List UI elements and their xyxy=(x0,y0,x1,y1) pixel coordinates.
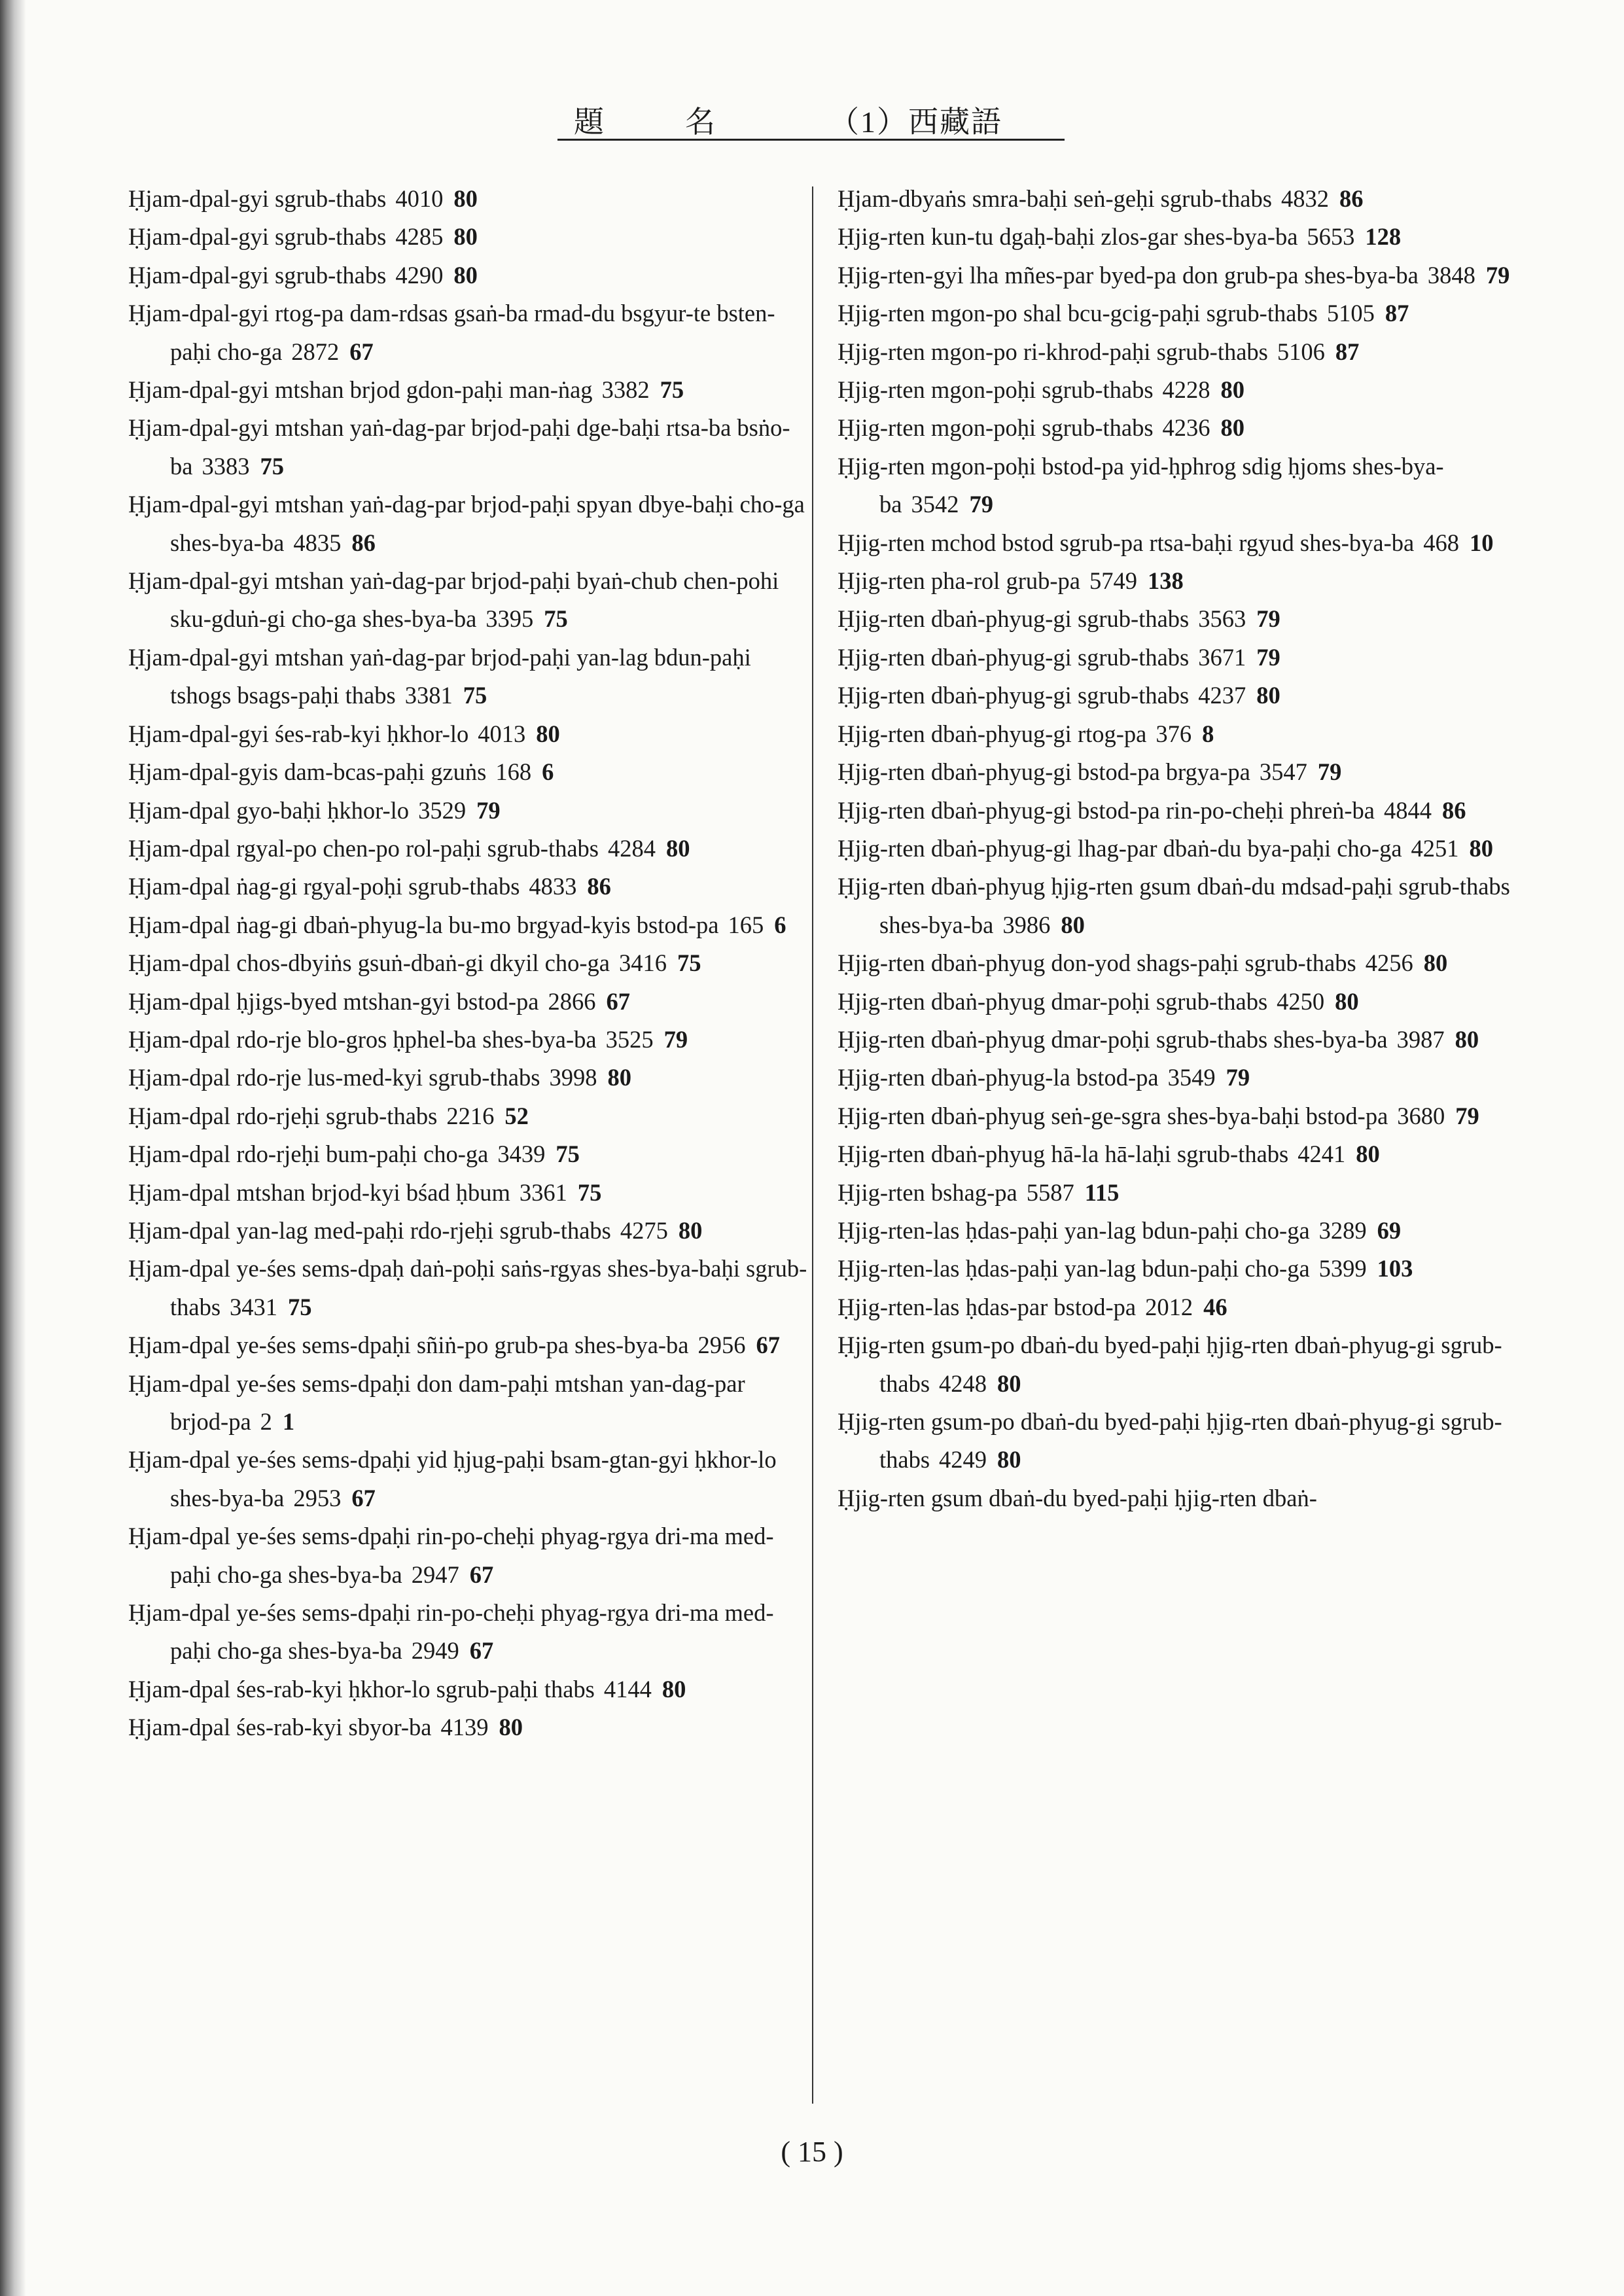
index-entry xyxy=(838,256,1518,294)
entry-volume: 79 xyxy=(1455,1102,1479,1129)
entry-volume: 80 xyxy=(499,1714,523,1741)
entry-title: Ḥjam-dpal-gyi rtog-pa dam-rdsas gsaṅ-ba rmad-du bsgyur-te bsten-paḥi cho-ga xyxy=(128,300,775,365)
index-entry xyxy=(128,830,809,868)
entry-title: Ḥjig-rten gsum-po dbaṅ-du byed-paḥi ḥjig-rten dbaṅ-phyug-gi sgrub-thabs xyxy=(838,1332,1502,1397)
index-entry xyxy=(838,1174,1518,1212)
entry-volume: 80 xyxy=(1220,414,1245,442)
entry-volume: 128 xyxy=(1365,223,1402,251)
entry-number: 4250 xyxy=(1277,987,1325,1015)
entry-title: Ḥjam-dpal ṅag-gi rgyal-poḥi sgrub-thabs xyxy=(128,873,520,900)
index-entry xyxy=(128,1670,809,1708)
entry-title: Ḥjam-dpal-gyi sgrub-thabs xyxy=(128,261,387,289)
entry-title: Ḥjig-rten mgon-po ri-khrod-paḥi sgrub-thabs xyxy=(838,338,1268,365)
entry-number: 3563 xyxy=(1198,605,1246,633)
entry-title: Ḥjam-dpal-gyi sgrub-thabs xyxy=(128,223,387,251)
entry-title: Ḥjam-dpal rdo-rje blo-gros ḥphel-ba shes-bya-ba xyxy=(128,1025,597,1053)
index-entry xyxy=(128,1517,809,1594)
entry-title: Ḥjam-dpal ṅag-gi dbaṅ-phyug-la bu-mo brgyad-kyis bstod-pa xyxy=(128,911,719,938)
index-entry xyxy=(838,983,1518,1021)
entry-volume: 87 xyxy=(1385,300,1409,327)
entry-number: 4249 xyxy=(939,1446,987,1474)
entry-volume: 8 xyxy=(1202,720,1214,747)
index-entry xyxy=(838,409,1518,447)
index-entry xyxy=(838,830,1518,868)
entry-number: 4237 xyxy=(1198,682,1246,709)
index-entry xyxy=(128,1708,809,1746)
entry-volume: 80 xyxy=(1061,911,1085,938)
index-entry xyxy=(128,1441,809,1517)
index-entry xyxy=(128,944,809,982)
entry-number: 3671 xyxy=(1198,643,1246,671)
entry-volume: 80 xyxy=(453,185,478,212)
entry-title: Ḥjig-rten dbaṅ-phyug-gi sgrub-thabs xyxy=(838,682,1190,709)
entry-title: Ḥjam-dpal yan-lag med-paḥi rdo-rjeḥi sgrub-thabs xyxy=(128,1216,611,1244)
index-entry xyxy=(128,486,809,562)
entry-volume: 80 xyxy=(997,1446,1021,1474)
entry-number: 5653 xyxy=(1307,223,1355,251)
entry-volume: 79 xyxy=(1317,758,1342,786)
entry-title: Ḥjam-dpal rdo-rjeḥi sgrub-thabs xyxy=(128,1102,438,1129)
entry-number: 5105 xyxy=(1326,300,1375,327)
entry-title: Ḥjam-dpal ye-śes sems-dpaḥi yid ḥjug-paḥi bsam-gtan-gyi ḥkhor-lo shes-bya-ba xyxy=(128,1446,777,1511)
entry-volume: 80 xyxy=(536,720,560,747)
index-entry xyxy=(838,524,1518,562)
entry-volume: 1 xyxy=(282,1408,295,1435)
entry-number: 3416 xyxy=(618,949,667,977)
entry-volume: 80 xyxy=(453,261,478,289)
entry-number: 4139 xyxy=(440,1714,489,1741)
entry-title: Ḥjam-dpal ye-śes sems-dpaḥ daṅ-poḥi saṅs-rgyas shes-bya-baḥi sgrub-thabs xyxy=(128,1255,807,1320)
entry-volume: 80 xyxy=(666,834,690,862)
entry-number: 2 xyxy=(260,1408,272,1435)
index-entry xyxy=(128,371,809,409)
entry-volume: 46 xyxy=(1203,1293,1227,1320)
index-entry xyxy=(128,792,809,830)
index-entry xyxy=(128,218,809,256)
entry-title: Ḥjig-rten-las ḥdas-paḥi yan-lag bdun-paḥi cho-ga xyxy=(838,1216,1310,1244)
entry-number: 3848 xyxy=(1427,261,1475,289)
entry-number: 4010 xyxy=(395,185,444,212)
entry-volume: 87 xyxy=(1335,338,1360,365)
page-number: ( 15 ) xyxy=(781,2136,843,2168)
entry-title: Ḥjig-rten dbaṅ-phyug dmar-poḥi sgrub-thabs shes-bya-ba xyxy=(838,1025,1388,1053)
entry-number: 4241 xyxy=(1297,1140,1346,1168)
entry-number: 468 xyxy=(1423,529,1459,556)
entry-number: 5749 xyxy=(1089,567,1137,595)
entry-title: Ḥjam-dpal rdo-rje lus-med-kyi sgrub-thabs xyxy=(128,1064,540,1091)
entry-title: Ḥjig-rten dbaṅ-phyug dmar-poḥi sgrub-thabs xyxy=(838,987,1268,1015)
index-entry xyxy=(128,562,809,639)
index-column-right xyxy=(838,180,1518,1517)
entry-title: Ḥjam-dpal-gyi mtshan yaṅ-dag-par brjod-paḥi dge-baḥi rtsa-ba bsṅo-ba xyxy=(128,414,790,480)
index-entry xyxy=(128,1365,809,1441)
index-entry xyxy=(128,906,809,944)
entry-volume: 79 xyxy=(1226,1064,1250,1091)
entry-number: 3986 xyxy=(1002,911,1051,938)
entry-number: 4013 xyxy=(478,720,526,747)
entry-number: 2866 xyxy=(548,987,596,1015)
entry-title: Ḥjig-rten dbaṅ-phyug-gi bstod-pa rin-po-cheḥi phreṅ-ba xyxy=(838,796,1375,824)
entry-number: 4844 xyxy=(1384,796,1432,824)
index-entry xyxy=(838,448,1518,524)
entry-volume: 79 xyxy=(663,1025,688,1053)
entry-volume: 79 xyxy=(969,491,993,518)
index-entry xyxy=(838,1135,1518,1173)
header-title-left: 題 xyxy=(574,105,605,139)
entry-title: Ḥjig-rten dbaṅ-phyug-gi sgrub-thabs xyxy=(838,643,1190,671)
index-entry xyxy=(838,294,1518,332)
entry-title: Ḥjig-rten dbaṅ-phyug ḥjig-rten gsum dbaṅ-du mdsad-paḥi sgrub-thabs shes-bya-ba xyxy=(838,873,1510,938)
entry-volume: 86 xyxy=(1442,796,1466,824)
entry-volume: 79 xyxy=(1256,643,1280,671)
entry-number: 4835 xyxy=(293,529,342,556)
entry-title: Ḥjam-dpal-gyi śes-rab-kyi ḥkhor-lo xyxy=(128,720,469,747)
entry-title: Ḥjig-rten dbaṅ-phyug seṅ-ge-sgra shes-bya-baḥi bstod-pa xyxy=(838,1102,1388,1129)
page-header xyxy=(557,98,1065,141)
entry-title: Ḥjig-rten dbaṅ-phyug don-yod shags-paḥi sgrub-thabs xyxy=(838,949,1356,977)
entry-volume: 75 xyxy=(577,1178,602,1206)
entry-volume: 80 xyxy=(997,1369,1021,1397)
entry-number: 5399 xyxy=(1318,1255,1367,1282)
entry-volume: 86 xyxy=(587,873,611,900)
entry-title: Ḥjam-dpal ḥjigs-byed mtshan-gyi bstod-pa xyxy=(128,987,539,1015)
entry-volume: 6 xyxy=(774,911,786,938)
entry-title: Ḥjam-dpal-gyi mtshan brjod gdon-paḥi man-ṅag xyxy=(128,376,593,404)
entry-number: 3289 xyxy=(1318,1216,1367,1244)
entry-volume: 67 xyxy=(469,1637,494,1665)
index-entry xyxy=(838,677,1518,715)
entry-volume: 79 xyxy=(1485,261,1510,289)
index-entry xyxy=(838,944,1518,982)
entry-number: 3382 xyxy=(601,376,650,404)
entry-number: 2949 xyxy=(411,1637,459,1665)
index-entry xyxy=(128,294,809,371)
entry-volume: 138 xyxy=(1147,567,1184,595)
entry-title: Ḥjam-dbyaṅs smra-baḥi seṅ-geḥi sgrub-thabs xyxy=(838,185,1272,212)
entry-volume: 75 xyxy=(677,949,701,977)
index-entry xyxy=(838,1212,1518,1250)
entry-number: 4833 xyxy=(529,873,577,900)
entry-volume: 80 xyxy=(1356,1140,1380,1168)
entry-title: Ḥjig-rten dbaṅ-phyug-gi lhag-par dbaṅ-du bya-paḥi cho-ga xyxy=(838,834,1402,862)
index-entry xyxy=(838,1250,1518,1288)
entry-title: Ḥjig-rten mgon-po shal bcu-gcig-paḥi sgrub-thabs xyxy=(838,300,1318,327)
index-entry xyxy=(838,1097,1518,1135)
entry-volume: 10 xyxy=(1469,529,1494,556)
entry-title: Ḥjig-rten mchod bstod sgrub-pa rtsa-baḥi rgyud shes-bya-ba xyxy=(838,529,1415,556)
entry-volume: 75 xyxy=(544,605,568,633)
entry-volume: 79 xyxy=(1256,605,1280,633)
entry-title: Ḥjam-dpal rgyal-po chen-po rol-paḥi sgrub-thabs xyxy=(128,834,599,862)
entry-title: Ḥjig-rten-gyi lha mñes-par byed-pa don grub-pa shes-bya-ba xyxy=(838,261,1419,289)
entry-number: 3547 xyxy=(1259,758,1307,786)
index-entry xyxy=(838,218,1518,256)
entry-number: 4236 xyxy=(1162,414,1210,442)
entry-number: 3383 xyxy=(202,452,250,480)
entry-number: 3381 xyxy=(404,682,453,709)
entry-number: 4228 xyxy=(1162,376,1210,404)
entry-volume: 80 xyxy=(1335,987,1359,1015)
index-entry xyxy=(128,1021,809,1059)
entry-volume: 67 xyxy=(351,1484,376,1511)
entry-title: Ḥjam-dpal rdo-rjeḥi bum-paḥi cho-ga xyxy=(128,1140,489,1168)
entry-volume: 86 xyxy=(1339,185,1364,212)
entry-number: 4832 xyxy=(1280,185,1329,212)
entry-number: 2947 xyxy=(411,1561,459,1588)
entry-number: 165 xyxy=(728,911,764,938)
entry-number: 4285 xyxy=(395,223,444,251)
entry-title: Ḥjig-rten dbaṅ-phyug-la bstod-pa xyxy=(838,1064,1159,1091)
entry-number: 4256 xyxy=(1365,949,1413,977)
header-section: （1）西藏語 xyxy=(829,105,1002,139)
entry-volume: 80 xyxy=(1455,1025,1479,1053)
index-entry xyxy=(128,1174,809,1212)
entry-number: 4248 xyxy=(939,1369,987,1397)
index-entry xyxy=(838,639,1518,677)
entry-number: 2216 xyxy=(446,1102,495,1129)
entry-volume: 52 xyxy=(504,1102,529,1129)
index-entry xyxy=(838,868,1518,944)
entry-title: Ḥjam-dpal ye-śes sems-dpaḥi sñiṅ-po grub-pa shes-bya-ba xyxy=(128,1332,689,1359)
entry-number: 4290 xyxy=(395,261,444,289)
entry-title: Ḥjam-dpal gyo-baḥi ḥkhor-lo xyxy=(128,796,410,824)
index-entry xyxy=(838,600,1518,638)
index-entry xyxy=(128,180,809,218)
entry-volume: 115 xyxy=(1084,1178,1120,1206)
entry-title: Ḥjig-rten kun-tu dgaḥ-baḥi zlos-gar shes-bya-ba xyxy=(838,223,1298,251)
index-entry xyxy=(128,1250,809,1326)
column-divider xyxy=(812,186,813,2104)
entry-number: 3525 xyxy=(605,1025,654,1053)
entry-volume: 80 xyxy=(1423,949,1448,977)
entry-volume: 80 xyxy=(662,1675,686,1703)
entry-number: 3542 xyxy=(911,491,959,518)
entry-title: Ḥjig-rten mgon-poḥi bstod-pa yid-ḥphrog sdig ḥjoms shes-bya-ba xyxy=(838,452,1444,518)
entry-number: 2953 xyxy=(293,1484,342,1511)
index-entry xyxy=(128,409,809,486)
index-entry xyxy=(838,1479,1518,1517)
entry-title: Ḥjig-rten gsum dbaṅ-du byed-paḥi ḥjig-rten dbaṅ- xyxy=(838,1484,1317,1511)
entry-title: Ḥjig-rten pha-rol grub-pa xyxy=(838,567,1080,595)
entry-number: 4284 xyxy=(608,834,656,862)
entry-title: Ḥjig-rten-las ḥdas-paḥi yan-lag bdun-paḥi cho-ga xyxy=(838,1255,1310,1282)
entry-title: Ḥjam-dpal ye-śes sems-dpaḥi rin-po-cheḥi phyag-rgya dri-ma med-paḥi cho-ga shes-bya-ba xyxy=(128,1523,774,1588)
entry-number: 2872 xyxy=(291,338,340,365)
index-entry xyxy=(128,1059,809,1097)
entry-number: 3431 xyxy=(230,1293,278,1320)
index-entry xyxy=(838,562,1518,600)
index-entry xyxy=(128,1097,809,1135)
entry-volume: 80 xyxy=(1220,376,1245,404)
entry-title: Ḥjam-dpal-gyis dam-bcas-paḥi gzuṅs xyxy=(128,758,487,786)
entry-number: 3549 xyxy=(1167,1064,1216,1091)
entry-volume: 80 xyxy=(453,223,478,251)
entry-volume: 103 xyxy=(1377,1255,1413,1282)
entry-number: 3361 xyxy=(519,1178,567,1206)
entry-volume: 80 xyxy=(607,1064,631,1091)
entry-volume: 67 xyxy=(349,338,374,365)
entry-volume: 75 xyxy=(260,452,284,480)
entry-title: Ḥjam-dpal-gyi mtshan yaṅ-dag-par brjod-paḥi yan-lag bdun-paḥi tshogs bsags-paḥi thabs xyxy=(128,643,751,709)
entry-number: 3998 xyxy=(549,1064,597,1091)
entry-volume: 6 xyxy=(542,758,554,786)
index-entry xyxy=(838,792,1518,830)
entry-number: 3680 xyxy=(1397,1102,1445,1129)
entry-number: 3529 xyxy=(418,796,467,824)
entry-title: Ḥjam-dpal ye-śes sems-dpaḥi rin-po-cheḥi phyag-rgya dri-ma med-paḥi cho-ga shes-bya-ba xyxy=(128,1599,774,1665)
entry-number: 2012 xyxy=(1145,1293,1193,1320)
entry-volume: 67 xyxy=(606,987,630,1015)
header-title-middle: 名 xyxy=(685,105,716,139)
index-entry xyxy=(128,1326,809,1364)
entry-volume: 69 xyxy=(1377,1216,1402,1244)
entry-volume: 67 xyxy=(756,1332,781,1359)
entry-title: Ḥjam-dpal śes-rab-kyi sbyor-ba xyxy=(128,1714,432,1741)
index-entry xyxy=(838,1021,1518,1059)
entry-title: Ḥjig-rten mgon-poḥi sgrub-thabs xyxy=(838,376,1154,404)
entry-number: 3439 xyxy=(497,1140,546,1168)
entry-title: Ḥjam-dpal mtshan brjod-kyi bśad ḥbum xyxy=(128,1178,510,1206)
index-column-left xyxy=(128,180,809,1747)
entry-title: Ḥjig-rten dbaṅ-phyug hā-la hā-laḥi sgrub-thabs xyxy=(838,1140,1289,1168)
index-entry xyxy=(128,256,809,294)
entry-title: Ḥjig-rten bshag-pa xyxy=(838,1178,1017,1206)
entry-number: 4251 xyxy=(1411,834,1459,862)
index-entry xyxy=(128,715,809,753)
entry-volume: 75 xyxy=(660,376,684,404)
entry-title: Ḥjam-dpal chos-dbyiṅs gsuṅ-dbaṅ-gi dkyil cho-ga xyxy=(128,949,610,977)
index-entry xyxy=(838,1288,1518,1326)
entry-title: Ḥjig-rten dbaṅ-phyug-gi bstod-pa brgya-pa xyxy=(838,758,1250,786)
entry-title: Ḥjam-dpal ye-śes sems-dpaḥi don dam-paḥi mtshan yan-dag-par brjod-pa xyxy=(128,1369,745,1435)
entry-volume: 75 xyxy=(556,1140,580,1168)
index-entry xyxy=(128,1594,809,1670)
index-entry xyxy=(838,371,1518,409)
index-entry xyxy=(128,639,809,715)
entry-title: Ḥjam-dpal-gyi mtshan yaṅ-dag-par brjod-paḥi byaṅ-chub chen-pohi sku-gduṅ-gi cho-ga shes-bya-ba xyxy=(128,567,779,633)
entry-volume: 80 xyxy=(1256,682,1280,709)
entry-volume: 80 xyxy=(1469,834,1494,862)
entry-volume: 79 xyxy=(476,796,501,824)
entry-title: Ḥjig-rten gsum-po dbaṅ-du byed-paḥi ḥjig-rten dbaṅ-phyug-gi sgrub-thabs xyxy=(838,1408,1502,1474)
entry-title: Ḥjam-dpal-gyi sgrub-thabs xyxy=(128,185,387,212)
entry-number: 168 xyxy=(495,758,532,786)
entry-number: 2956 xyxy=(697,1332,746,1359)
index-entry xyxy=(128,868,809,906)
index-entry xyxy=(838,1403,1518,1479)
scan-edge-shadow xyxy=(0,0,26,2296)
entry-title: Ḥjam-dpal śes-rab-kyi ḥkhor-lo sgrub-paḥi thabs xyxy=(128,1675,595,1703)
index-entry xyxy=(838,1059,1518,1097)
entry-title: Ḥjig-rten dbaṅ-phyug-gi sgrub-thabs xyxy=(838,605,1190,633)
entry-number: 4275 xyxy=(620,1216,668,1244)
index-entry xyxy=(838,1326,1518,1403)
entry-number: 3987 xyxy=(1396,1025,1445,1053)
entry-volume: 67 xyxy=(469,1561,494,1588)
entry-number: 5587 xyxy=(1026,1178,1074,1206)
entry-title: Ḥjig-rten-las ḥdas-par bstod-pa xyxy=(838,1293,1137,1320)
entry-number: 5106 xyxy=(1277,338,1325,365)
index-entry xyxy=(838,753,1518,791)
index-entry xyxy=(838,715,1518,753)
entry-volume: 75 xyxy=(288,1293,312,1320)
index-entry xyxy=(838,180,1518,218)
entry-number: 376 xyxy=(1156,720,1192,747)
index-entry xyxy=(128,1135,809,1173)
entry-title: Ḥjam-dpal-gyi mtshan yaṅ-dag-par brjod-paḥi spyan dbye-baḥi cho-ga shes-bya-ba xyxy=(128,491,805,556)
entry-volume: 75 xyxy=(463,682,487,709)
index-entry xyxy=(128,753,809,791)
entry-title: Ḥjig-rten mgon-poḥi sgrub-thabs xyxy=(838,414,1154,442)
index-entry xyxy=(128,983,809,1021)
index-entry xyxy=(838,333,1518,371)
entry-title: Ḥjig-rten dbaṅ-phyug-gi rtog-pa xyxy=(838,720,1147,747)
entry-volume: 86 xyxy=(351,529,376,556)
entry-number: 4144 xyxy=(603,1675,652,1703)
entry-number: 3395 xyxy=(485,605,534,633)
index-entry xyxy=(128,1212,809,1250)
entry-volume: 80 xyxy=(678,1216,703,1244)
